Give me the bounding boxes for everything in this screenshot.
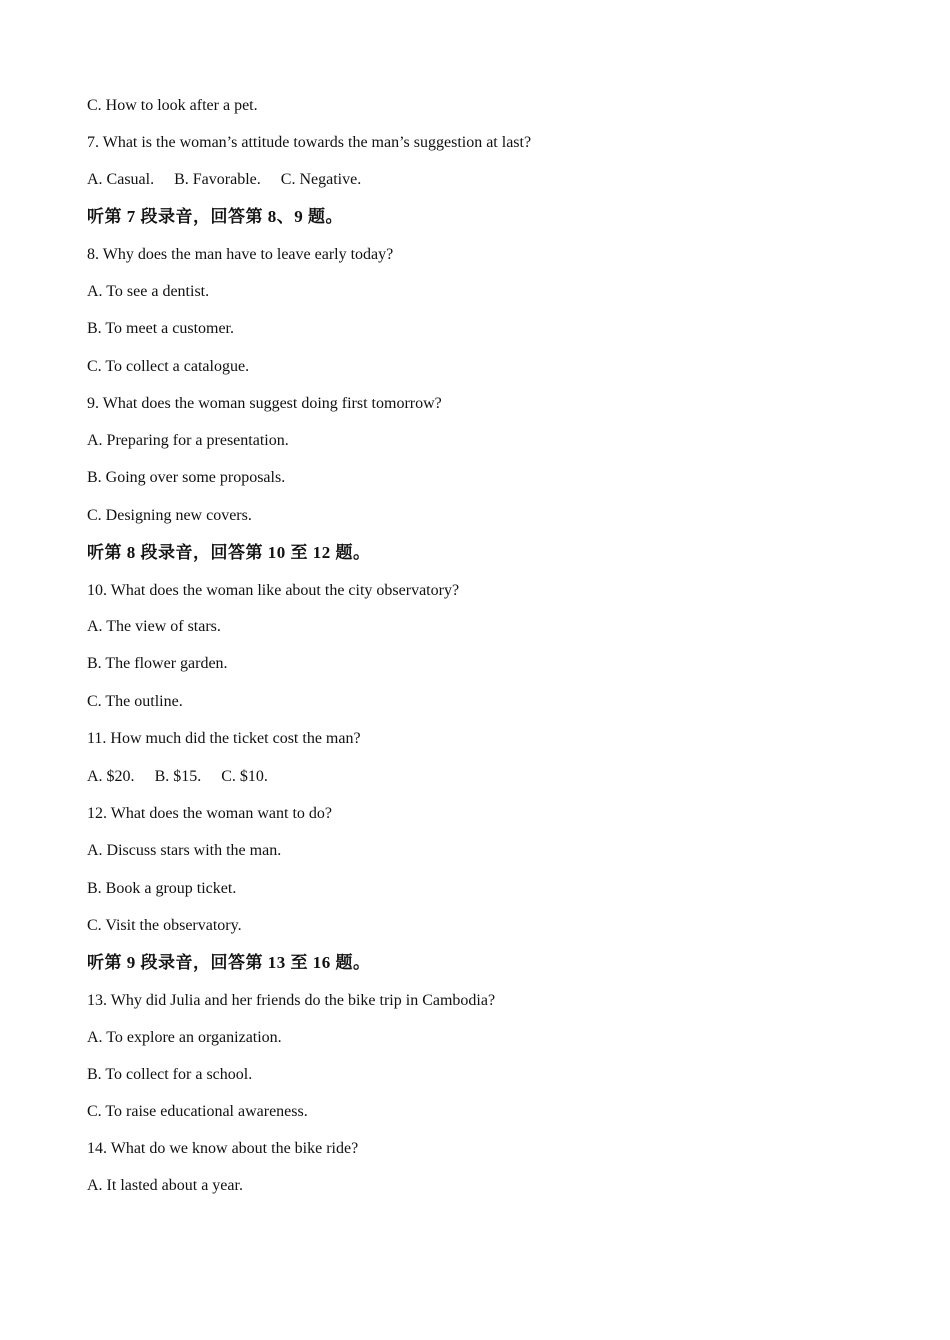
- option-line: C. To collect a catalogue.: [87, 358, 250, 375]
- question-10: 10. What does the woman like about the city observatory?: [87, 582, 460, 599]
- option-c: C. Negative.: [280, 171, 362, 188]
- section-heading-8: 听第 8 段录音，回答第 10 至 12 题。: [87, 543, 371, 562]
- question-12: 12. What does the woman want to do?: [87, 805, 332, 822]
- option-line: C. How to look after a pet.: [87, 97, 258, 114]
- option-line: A. To explore an organization.: [87, 1029, 282, 1046]
- option-line: B. To collect for a school.: [87, 1066, 253, 1083]
- question-7-options: [87, 167, 361, 193]
- option-a: A. $20.: [87, 768, 135, 785]
- option-line: C. Designing new covers.: [87, 507, 252, 524]
- question-11: 11. How much did the ticket cost the man?: [87, 730, 361, 747]
- option-b: B. Favorable.: [174, 171, 261, 188]
- option-line: C. The outline.: [87, 693, 183, 710]
- question-7: 7. What is the woman’s attitude towards the man’s suggestion at last?: [87, 134, 532, 151]
- question-13: 13. Why did Julia and her friends do the bike trip in Cambodia?: [87, 992, 496, 1009]
- question-9: 9. What does the woman suggest doing first tomorrow?: [87, 395, 442, 412]
- option-line: A. The view of stars.: [87, 618, 221, 635]
- section-heading-9: 听第 9 段录音，回答第 13 至 16 题。: [87, 953, 371, 972]
- option-b: B. $15.: [154, 768, 202, 785]
- question-11-options: [87, 764, 268, 790]
- question-8: 8. Why does the man have to leave early today?: [87, 246, 394, 263]
- option-line: C. Visit the observatory.: [87, 917, 242, 934]
- option-line: A. It lasted about a year.: [87, 1177, 243, 1194]
- option-line: A. Discuss stars with the man.: [87, 842, 282, 859]
- option-line: A. To see a dentist.: [87, 283, 210, 300]
- option-line: B. Book a group ticket.: [87, 880, 237, 897]
- option-c: C. $10.: [221, 768, 268, 785]
- option-line: B. Going over some proposals.: [87, 469, 286, 486]
- option-line: B. To meet a customer.: [87, 320, 234, 337]
- option-line: B. The flower garden.: [87, 655, 228, 672]
- section-heading-7: 听第 7 段录音，回答第 8、9 题。: [87, 207, 343, 226]
- question-14: 14. What do we know about the bike ride?: [87, 1140, 359, 1157]
- option-line: C. To raise educational awareness.: [87, 1103, 308, 1120]
- option-line: A. Preparing for a presentation.: [87, 432, 289, 449]
- option-a: A. Casual.: [87, 171, 155, 188]
